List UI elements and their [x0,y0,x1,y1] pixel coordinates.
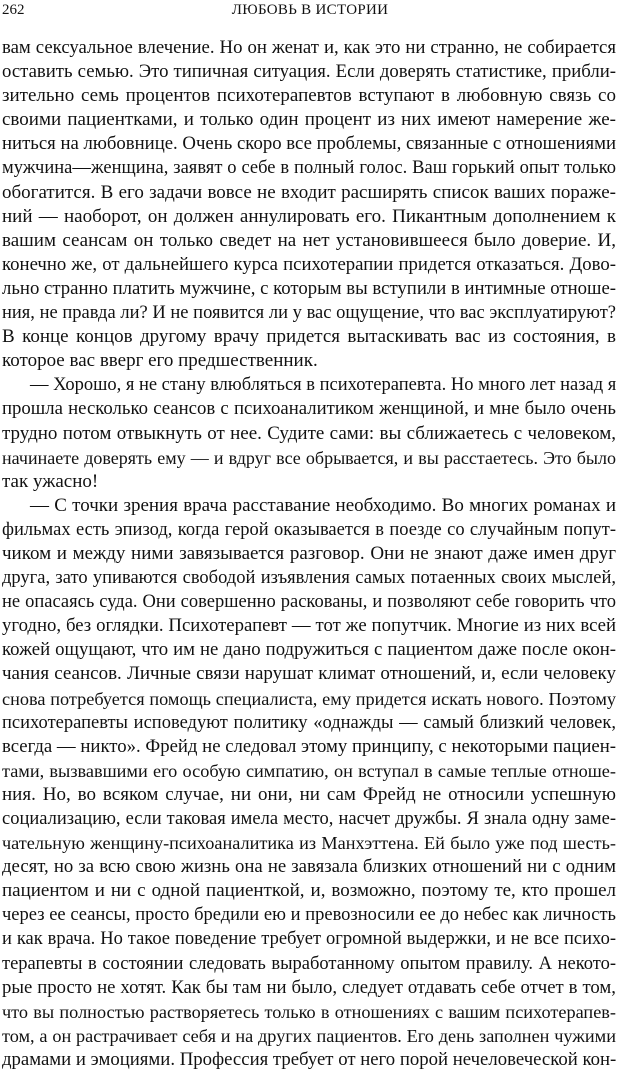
text-line: ниться на любовнице. Очень скоро все проблемы, связанные с отношениями [2,133,616,155]
text-line: мужчина—женщина, заявят о себе в полный голос. Ваш горький опыт только [2,158,616,179]
text-line: вашим сеансам он только сведет на нет установившееся было доверие. И, [2,229,616,251]
text-line: оставить семью. Это типичная ситуация. Если доверять статистике, прибли- [2,61,616,83]
text-line: ний — наоборот, он должен аннулировать его. Пикантным дополнением к [2,205,616,227]
text-line: тами, вызвавшими его особую симпатию, он вступал в самые теплые отноше- [2,760,616,781]
text-line: вам сексуальное влечение. Но он женат и, как это ни странно, не собирается [2,37,616,58]
text-line: психотерапевты исповедуют политику «однажды — самый близкий человек, [2,712,616,733]
text-line: том, а он растрачивает себя и на других пациентов. Его день заполнен чужими [2,1025,616,1046]
text-line: всегда — никто». Фрейд не следовал этому принципу, с некоторыми пациен- [2,735,616,757]
text-line: друга, зато упиваются свободой изъявления самых потаенных своих мыслей, [2,568,616,589]
text-line: конечно же, от дальнейшего курса психотерапии придется отказаться. Дово- [2,253,616,275]
text-line: десят, но за всю свою жизнь она не завязала близких отношений ни с одним [2,856,616,878]
text-line: не опасаясь суда. Они совершенно раскованы, и позволяют себе говорить что [2,592,616,613]
text-line: терапевты в состоянии следовать выработанному опытом правилу. А некото- [2,953,616,974]
text-line: льно странно платить мужчине, с которым вы вступили в интимные отноше- [2,277,616,299]
text-line: начинаете доверять ему — и вдруг все обрывается, и вы расстаетесь. Это было [2,447,616,468]
text-line: своими пациентками, и только один процент из них имеют намерение же- [2,109,616,131]
text-line: чиком и между ними завязывается разговор. Они не знают даже имен друг [2,542,616,564]
text-line: трудно потом отвыкнуть от нее. Судите сами: вы сближаетесь с человеком, [2,422,616,444]
body-text [2,36,616,1072]
text-line: зительно семь процентов психотерапевтов вступают в любовную связь со [2,85,616,107]
text-line: что вы полностью растворяетесь только в отношениях с вашим психотерапев- [2,1001,616,1022]
text-line: прошла несколько сеансов с психоаналитиком женщиной, и мне было очень [2,398,616,420]
text-line: рые просто не хотят. Как бы там ни было, следует отдавать себе отчет в том, [2,976,616,998]
text-line: фильмах есть эпизод, когда герой оказывается в поезде со случайным попут- [2,519,616,540]
text-line: и как врача. Но такое поведение требует огромной выдержки, и не все психо- [2,929,616,950]
text-line: — С точки зрения врача расставание необходимо. Во многих романах и [30,494,616,516]
text-line: чательную женщину-психоаналитика из Манхэттена. Ей было уже под шесть- [2,833,616,854]
text-line: обогатится. В его задачи вовсе не входит расширять список ваших пораже- [2,181,616,203]
text-line: драмами и эмоциями. Профессия требует от него порой нечеловеческой кон- [2,1048,616,1070]
text-line: чания сеансов. Личные связи нарушат климат отношений, и, если человеку [2,663,616,685]
text-line: угодно, без оглядки. Психотерапевт — тот же попутчик. Многие из них всей [2,615,616,637]
text-line: В конце концов другому врачу придется вытаскивать вас из состояния, в [2,326,616,348]
text-line: пациентом и ни с одной пациенткой, и, возможно, поэтому те, кто прошел [2,880,616,902]
text-line: которое вас вверг его предшественник. [2,350,318,372]
text-line: ния, не правда ли? И не появится ли у вас ощущение, что вас эксплуатируют? [2,303,616,324]
text-line: снова потребуется помощь специалиста, ему придется искать нового. Поэтому [2,688,616,709]
text-line: — Хорошо, я не стану влюбляться в психотерапевта. Но много лет назад я [30,375,616,396]
text-line: так ужасно! [2,470,99,492]
text-line: кожей ощущают, что им не дано подружиться с пациентом даже после окон- [2,639,616,661]
text-line: социализацию, если таковая имела место, насчет дружбы. Я знала одну заме- [2,809,616,829]
running-head: ЛЮБОВЬ В ИСТОРИИ [231,2,389,18]
text-line: ния. Но, во всяком случае, ни они, ни сам Фрейд не относили успешную [2,783,616,805]
page-number: 262 [2,2,25,18]
text-line: через ее сеансы, просто бредили ею и превозносили ее до небес как личность [2,905,616,926]
